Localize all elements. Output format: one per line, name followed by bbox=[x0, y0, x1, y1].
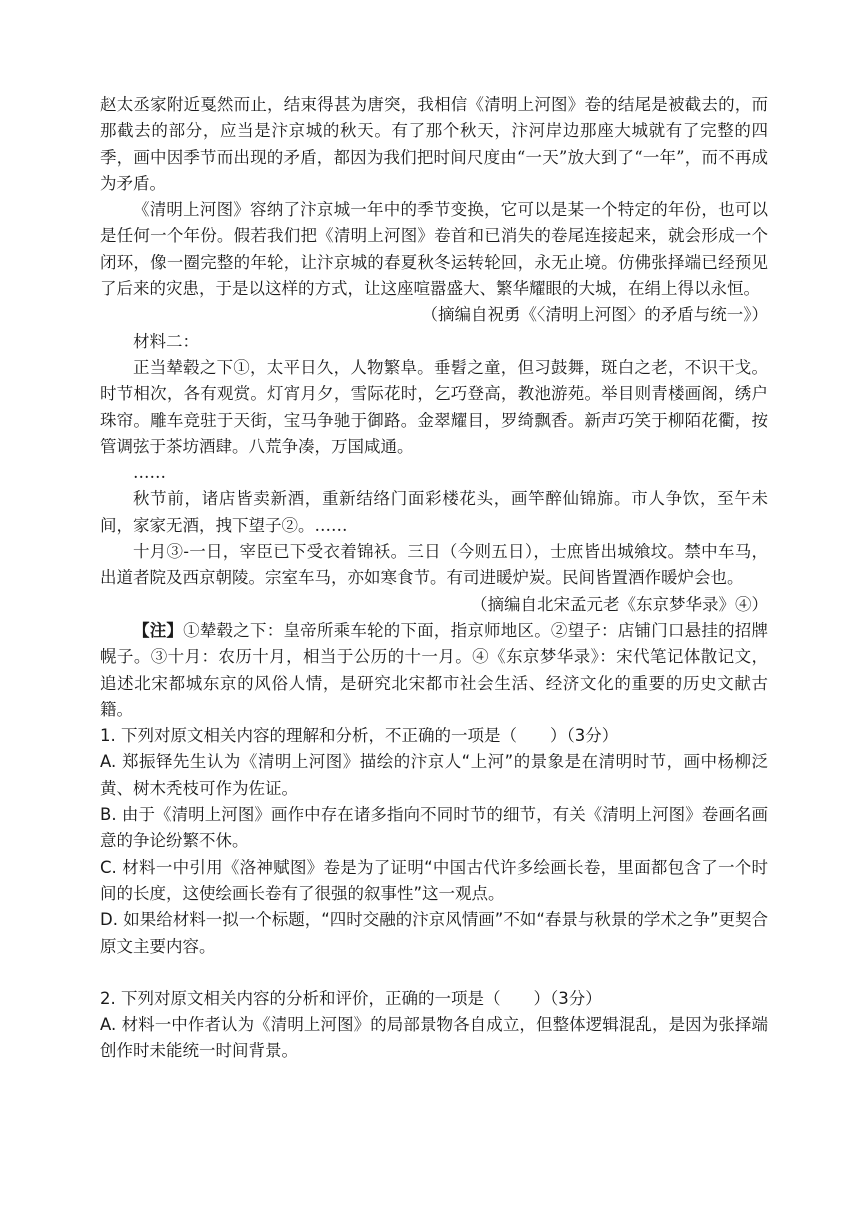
note-tag: 【注】 bbox=[133, 620, 184, 640]
exam-page bbox=[100, 92, 768, 1065]
question-1-option-c[interactable]: C. 材料一中引用《洛神赋图》卷是为了证明“中国古代许多绘画长卷，里面都包含了一个时间的长度，这使绘画长卷有了很强的叙事性”这一观点。 bbox=[100, 857, 768, 903]
material1-paragraph-1: 赵太丞家附近戛然而止，结束得甚为唐突，我相信《清明上河图》卷的结尾是被截去的，而那截去的部分，应当是汴京城的秋天。有了那个秋天，汴河岸边那座大城就有了完整的四季，画中因季节而出现的矛盾，都因为我们把时间尺度由“一天”放大到了“一年”，而不再成为矛盾。 bbox=[100, 95, 768, 193]
question-2-option-a[interactable]: A. 材料一中作者认为《清明上河图》的局部景物各自成立，但整体逻辑混乱，是因为张择端创作时未能统一时间背景。 bbox=[100, 1015, 768, 1061]
material1-source: （摘编自祝勇《〈清明上河图〉的矛盾与统一》） bbox=[421, 305, 768, 325]
material1-paragraph-2: 《清明上河图》容纳了汴京城一年中的季节变换，它可以是某一个特定的年份，也可以是任何一个年份。假若我们把《清明上河图》卷首和已消失的卷尾连接起来，就会形成一个闭环，像一圈完整的年轮，让汴京城的春夏秋冬运转轮回，永无止境。仿佛张择端已经预见了后来的灾患，于是以这样的方式，让这座喧嚣盛大、繁华耀眼的大城，在绢上得以永恒。 bbox=[100, 200, 768, 299]
material2-paragraph-2: 秋节前，诸店皆卖新酒，重新结络门面彩楼花头，画竿醉仙锦旆。市人争饮，至午未间，家家无酒，拽下望子②。…… bbox=[100, 489, 768, 535]
question-spacer bbox=[100, 960, 768, 986]
question-1-stem: 1. 下列对原文相关内容的理解和分析，不正确的一项是（ ）（3分） bbox=[100, 726, 619, 746]
question-1-option-a[interactable]: A. 郑振铎先生认为《清明上河图》描绘的汴京人“上河”的景象是在清明时节，画中杨柳泛黄、树木秃枝可作为佐证。 bbox=[100, 752, 768, 798]
material2-heading: 材料二： bbox=[133, 331, 199, 351]
material2-ellipsis: …… bbox=[133, 463, 166, 483]
material2-paragraph-3: 十月③-一日，宰臣已下受衣着锦袄。三日（今则五日），士庶皆出城飨坟。禁中车马，出道者院及西京朝陵。宗室车马，亦如寒食节。有司进暖炉炭。民间皆置酒作暖炉会也。 bbox=[100, 542, 768, 588]
note-text: ①辇毂之下：皇帝所乘车轮的下面，指京师地区。②望子：店铺门口悬挂的招牌幌子。③十月：农历十月，相当于公历的十一月。④《东京梦华录》：宋代笔记体散记文，追述北宋都城东京的风俗人情，是研究北宋都市社会生活、经济文化的重要的历史文献古籍。 bbox=[100, 620, 769, 719]
question-2-stem: 2. 下列对原文相关内容的分析和评价，正确的一项是（ ）（3分） bbox=[100, 988, 602, 1008]
material2-paragraph-1: 正当辇毂之下①，太平日久，人物繁阜。垂髫之童，但习鼓舞，斑白之老，不识干戈。时节相次，各有观赏。灯宵月夕，雪际花时，乞巧登高，教池游苑。举目则青楼画阁，绣户珠帘。雕车竞驻于天街，宝马争驰于御路。金翠耀目，罗绮飘香。新声巧笑于柳陌花衢，按管调弦于茶坊酒肆。八荒争凑，万国咸通。 bbox=[100, 357, 768, 456]
material2-note bbox=[100, 618, 768, 723]
question-1-option-b[interactable]: B. 由于《清明上河图》画作中存在诸多指向不同时节的细节，有关《清明上河图》卷画名画意的争论纷繁不休。 bbox=[100, 805, 768, 851]
question-1-option-d[interactable]: D. 如果给材料一拟一个标题，“四时交融的汴京风情画”不如“春景与秋景的学术之争”更契合原文主要内容。 bbox=[100, 910, 768, 956]
material2-source: （摘编自北宋孟元老《东京梦华录》④） bbox=[471, 594, 768, 614]
question-1 bbox=[100, 723, 768, 960]
question-2 bbox=[100, 986, 768, 1065]
